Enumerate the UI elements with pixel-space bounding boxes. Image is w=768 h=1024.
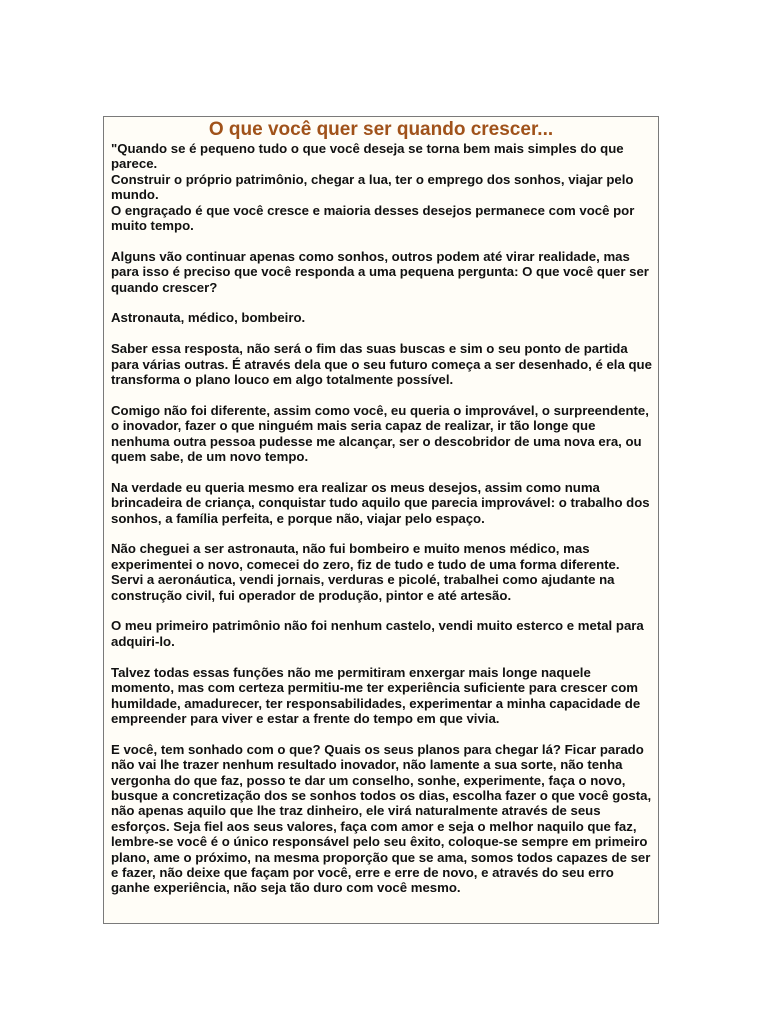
paragraph-1: "Quando se é pequeno tudo o que você deseja se torna bem mais simples do que parece. Construir o próprio patrimônio, chegar a lua, ter o emprego dos sonhos, viajar pelo mundo. O engraçado é que você cresce e maioria desses desejos permanece com você por muito tempo.	[111, 141, 635, 234]
document-title: O que você quer ser quando crescer...	[208, 119, 554, 140]
paragraph-5: Comigo não foi diferente, assim como você, eu queria o improvável, o surpreendente, o inovador, fazer o que ninguém mais seria capaz de realizar, ir tão longe que nenhuma outra pessoa pudesse me alcançar, ser o descobridor de uma nova era, ou quem sabe, de um novo tempo.	[111, 402, 649, 465]
paragraph-6: Na verdade eu queria mesmo era realizar os meus desejos, assim como numa brincadeira de criança, conquistar tudo aquilo que parecia improvável: o trabalho dos sonhos, a família perfeita, e porque não, viajar pelo espaço.	[111, 479, 650, 526]
paragraph-10: E você, tem sonhado com o que? Quais os seus planos para chegar lá? Ficar parado não vai lhe trazer nenhum resultado inovador, não lamente a sua sorte, não tenha vergonha do que faz, posso te dar um conselho, sonhe, experimente, faça o novo, busque a concretização dos se sonhos todos os dias, escolha fazer o que você gosta, não apenas aquilo que lhe traz dinheiro, ele virá naturalmente através de seus esforços. Seja fiel aos seus valores, faça com amor e seja o melhor naquilo que faz, lembre-se você é o único responsável pelo seu êxito, coloque-se sempre em primeiro plano, ame o próximo, na mesma proporção que se ama, somos todos capazes de ser e fazer, não deixe que façam por você, erre e erre de novo, e através do seu erro ganhe experiência, não seja tão duro com você mesmo.	[111, 741, 652, 896]
paragraph-4: Saber essa resposta, não será o fim das suas buscas e sim o seu ponto de partida para várias outras. É através dela que o seu futuro começa a ser desenhado, é ela que transforma o plano louco em algo totalmente possível.	[111, 341, 652, 388]
paragraph-7: Não cheguei a ser astronauta, não fui bombeiro e muito menos médico, mas experimentei o novo, comecei do zero, fiz de tudo e tudo de uma forma diferente. Servi a aeronáutica, vendi jornais, verduras e picolé, trabalhei como ajudante na construção civil, fui operador de produção, pintor e até artesão.	[111, 541, 620, 603]
paragraph-8: O meu primeiro patrimônio não foi nenhum castelo, vendi muito esterco e metal para adquiri-lo.	[111, 618, 644, 649]
document-body	[111, 141, 655, 896]
paragraph-9: Talvez todas essas funções não me permitiram enxergar mais longe naquele momento, mas com certeza permitiu-me ter experiência suficiente para crescer com humildade, amadurecer, ter responsabilidades, experimentar a minha capacidade de empreender para viver e estar a frente do tempo em que vivia.	[111, 664, 641, 726]
document-box	[103, 116, 659, 924]
paragraph-2: Alguns vão continuar apenas como sonhos, outros podem até virar realidade, mas para isso é preciso que você responda a uma pequena pergunta: O que você quer ser quando crescer?	[111, 248, 649, 295]
paragraph-3: Astronauta, médico, bombeiro.	[111, 310, 306, 326]
